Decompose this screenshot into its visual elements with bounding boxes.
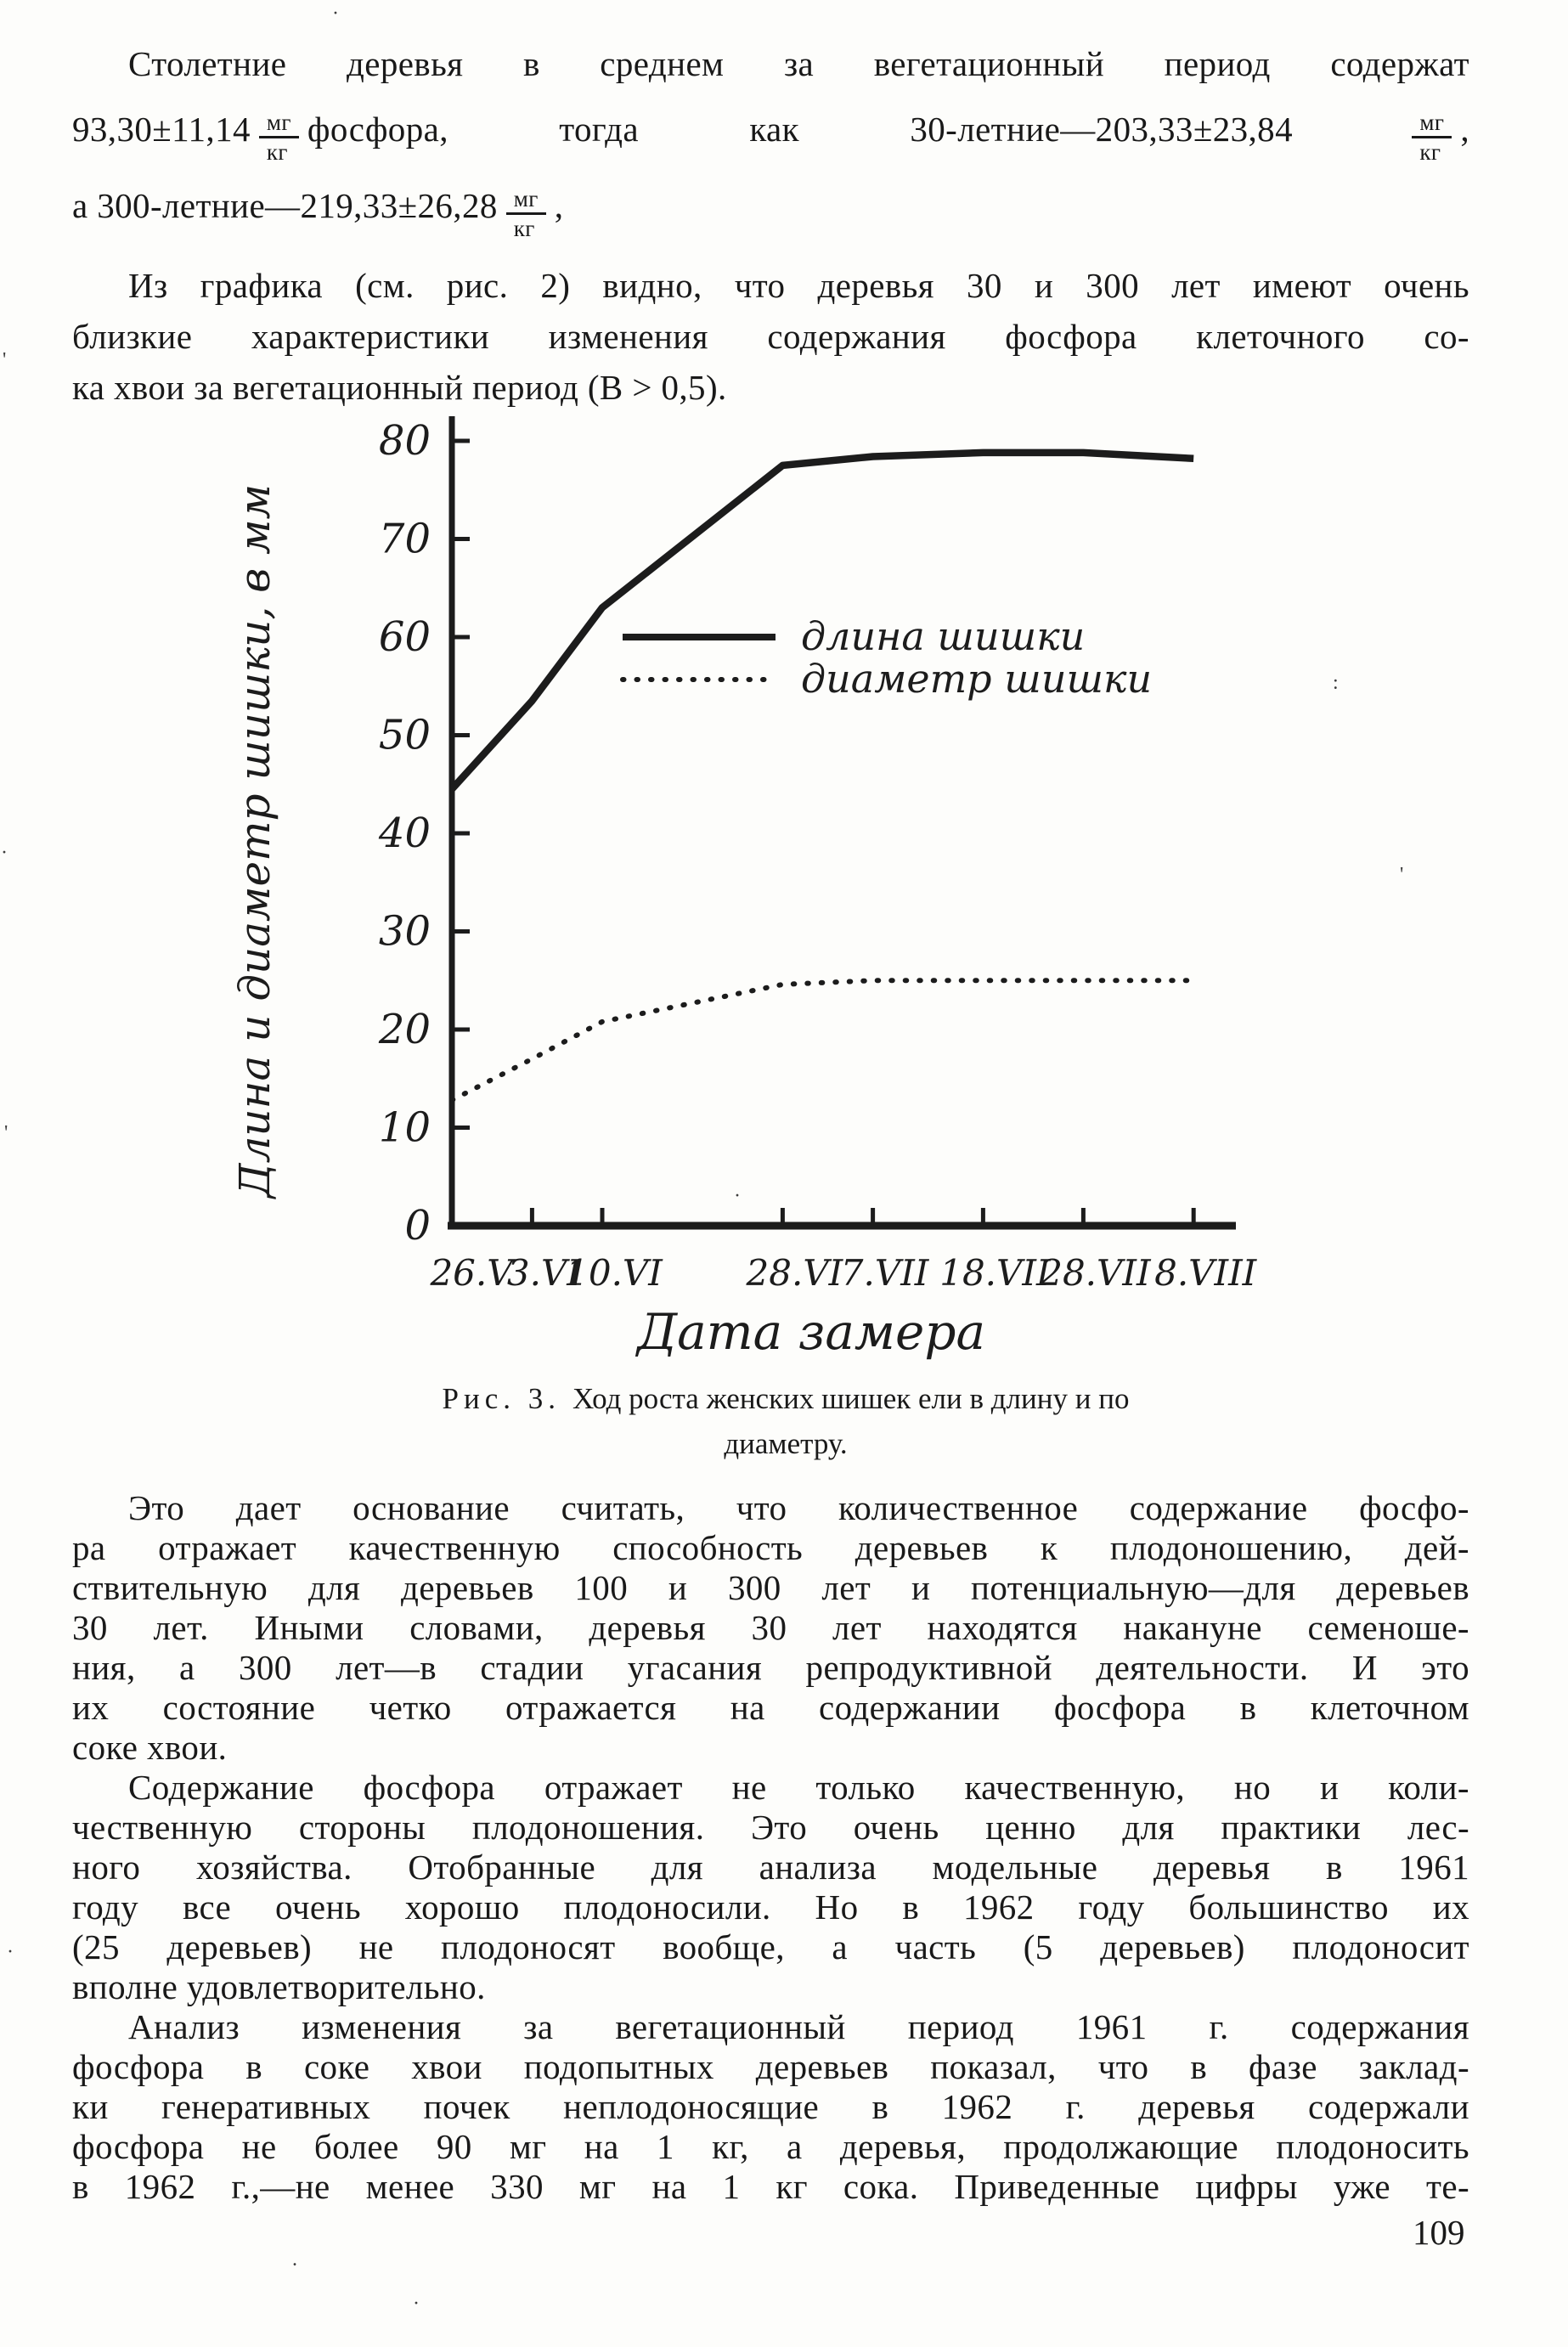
- fraction-mg-per-kg: [259, 110, 299, 165]
- text-run: ,: [1460, 110, 1470, 149]
- text-line: Содержание фосфора отражает не только качественную, но и коли-: [128, 1768, 1469, 1807]
- figure-number-label: Рис. 3.: [442, 1382, 561, 1415]
- text-run: Столетние деревья в среднем за вегетационный период содержат: [128, 44, 1469, 83]
- x-tick-label: 10.VI: [566, 1252, 663, 1294]
- x-tick-label: 28.VI: [746, 1252, 843, 1294]
- scan-speck: ': [3, 349, 7, 371]
- paragraph-analysis-1961: [72, 2007, 1469, 2207]
- y-axis-title: Длина и диаметр шишки, в мм: [230, 483, 279, 1199]
- text-line: ствительную для деревьев 100 и 300 лет и потенциальную—для деревьев: [72, 1568, 1469, 1607]
- scan-speck: ': [4, 1122, 8, 1144]
- series-line-diameter: [452, 980, 1193, 1100]
- scan-speck: ': [1400, 864, 1404, 886]
- text-line: вполне удовлетворительно.: [72, 1967, 486, 2006]
- legend-label-length: длина шишки: [801, 613, 1086, 659]
- text-line: году все очень хорошо плодоносили. Но в 1962 году большинство их: [72, 1887, 1469, 1927]
- y-tick-label: 0: [404, 1202, 431, 1250]
- text-line: (25 деревьев) не плодоносят вообще, а часть (5 деревьев) плодоносит: [72, 1927, 1469, 1966]
- caption-text: Ход роста женских шишек ели в длину и по: [572, 1382, 1130, 1415]
- x-tick-label: 7.VII: [840, 1252, 929, 1294]
- caption-line: [323, 1376, 1249, 1421]
- text-line: фосфора не более 90 мг на 1 кг, а деревья, продолжающие плодоносить: [72, 2127, 1469, 2166]
- x-tick-label: 3.VI: [506, 1252, 581, 1294]
- scan-speck: ·: [332, 3, 339, 25]
- fraction-mg-per-kg: [506, 186, 546, 241]
- scan-speck: ·: [7, 1941, 14, 1963]
- paragraph-phosphorus-averages: [72, 37, 1469, 243]
- text-line: 30 лет. Иными словами, деревья 30 лет находятся накануне семеноше-: [72, 1608, 1469, 1647]
- figure-caption: [323, 1376, 1249, 1466]
- x-axis-title: Дата замера: [636, 1303, 986, 1361]
- text-line: близкие характеристики изменения содержания фосфора клеточного со-: [72, 317, 1469, 356]
- text-line: Это дает основание считать, что количественное содержание фосфо-: [128, 1488, 1469, 1527]
- fraction-denominator: кг: [1412, 136, 1452, 165]
- y-tick-label: 40: [378, 810, 431, 857]
- y-tick-label: 50: [378, 711, 431, 759]
- fraction-denominator: кг: [259, 136, 299, 165]
- page-number: 109: [1413, 2213, 1465, 2252]
- text-line: ния, а 300 лет—в стадии угасания репродуктивной деятельности. И это: [72, 1648, 1469, 1687]
- text-line: ра отражает качественную способность деревьев к плодоношению, дей-: [72, 1528, 1469, 1567]
- text-line: Анализ изменения за вегетационный период 1961 г. содержания: [128, 2007, 1469, 2046]
- y-tick-label: 80: [378, 417, 431, 465]
- y-tick-label: 70: [378, 515, 431, 563]
- text-line: ки генеративных почек неплодоносящие в 1962 г. деревья содержали: [72, 2087, 1469, 2126]
- scan-speck: ·: [413, 2293, 420, 2315]
- text-line-formula: [72, 168, 1469, 243]
- scan-speck: .: [292, 2248, 297, 2271]
- fraction-numerator: мг: [1419, 109, 1445, 135]
- text-line: Из графика (см. рис. 2) видно, что деревья 30 и 300 лет имеют очень: [128, 266, 1469, 305]
- text-line: в 1962 г.,—не менее 330 мг на 1 кг сока. Приведенные цифры уже те-: [72, 2167, 1469, 2206]
- x-tick-label: 8.VIII: [1154, 1252, 1257, 1294]
- scan-speck: :: [1333, 672, 1339, 694]
- y-tick-label: 10: [378, 1103, 431, 1152]
- x-tick-label: 28.VII: [1040, 1252, 1151, 1294]
- fraction-numerator: мг: [266, 109, 291, 135]
- legend-label-diameter: диаметр шишки: [801, 656, 1153, 702]
- paragraph-graph-reference: [72, 260, 1469, 413]
- paragraph-conclusion-phosphorus: [72, 1488, 1469, 1768]
- text-run: фосфора, тогда как 30-летние—203,33±23,84: [307, 110, 1293, 149]
- scan-speck: ·: [1, 842, 8, 864]
- y-tick-label: 60: [378, 613, 431, 661]
- text-line: [72, 37, 1469, 90]
- text-run: 93,30±11,14: [72, 110, 251, 149]
- paragraph-fruiting-1961-1962: [72, 1768, 1469, 2007]
- growth-chart-svg: [217, 406, 1287, 1374]
- text-line: их состояние четко отражается на содержании фосфора в клеточном: [72, 1688, 1469, 1727]
- text-run: ,: [554, 186, 564, 225]
- fraction-denominator: кг: [506, 212, 546, 241]
- text-run: а 300-летние—219,33±26,28: [72, 186, 498, 225]
- caption-line: диаметру.: [724, 1427, 848, 1460]
- fraction-numerator: мг: [513, 185, 539, 212]
- text-line: фосфора в соке хвои подопытных деревьев показал, что в фазе заклад-: [72, 2047, 1469, 2086]
- y-tick-label: 30: [378, 907, 431, 956]
- figure-cone-growth-chart: [217, 406, 1287, 1374]
- text-line: ного хозяйства. Отобранные для анализа модельные деревья в 1961: [72, 1848, 1469, 1887]
- fraction-mg-per-kg: [1412, 110, 1452, 165]
- x-tick-label: 18.VII: [939, 1252, 1051, 1294]
- text-line-formula: [72, 90, 1469, 168]
- x-tick-label: 26.V: [430, 1252, 513, 1294]
- text-line: чественную стороны плодоношения. Это очень ценно для практики лес-: [72, 1808, 1469, 1847]
- text-line: соке хвои.: [72, 1728, 228, 1767]
- text-line: ка хвои за вегетационный период (В > 0,5).: [72, 368, 727, 407]
- y-tick-label: 20: [378, 1006, 431, 1053]
- scan-speck: ·: [734, 1185, 741, 1207]
